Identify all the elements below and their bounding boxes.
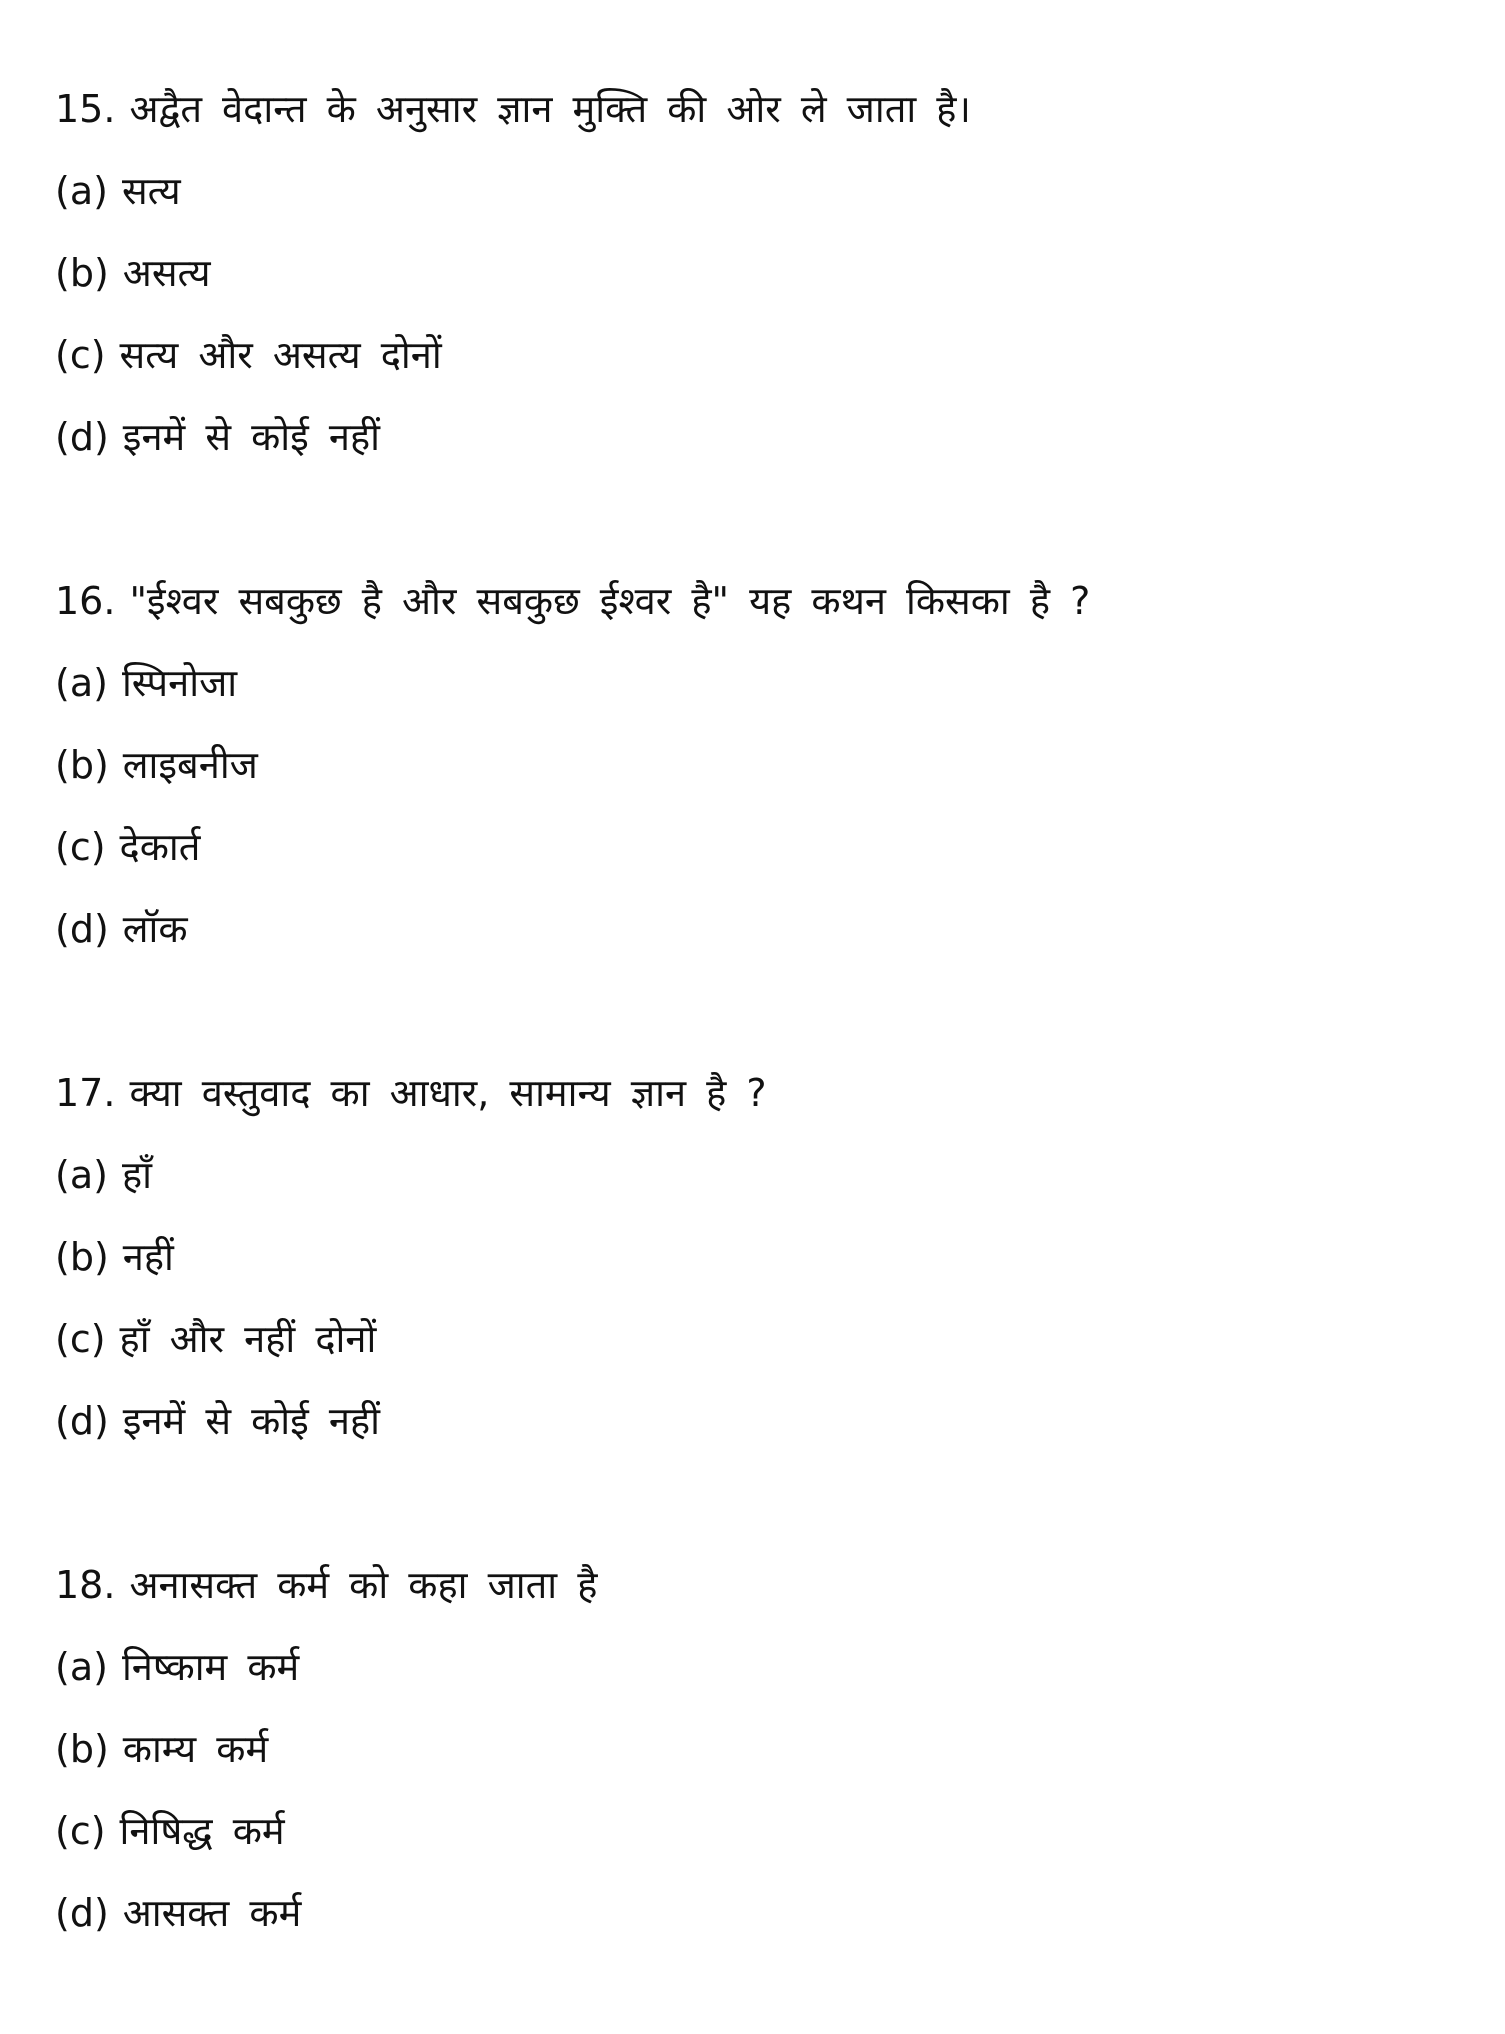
option-b	[55, 1708, 1455, 1790]
question-text: "ईश्वर सबकुछ है और सबकुछ ईश्वर है" यह कथन किसका है ?	[129, 579, 1091, 623]
question-text: अद्वैत वेदान्त के अनुसार ज्ञान मुक्ति की ओर ले जाता है।	[129, 87, 971, 131]
option-c	[55, 1298, 1455, 1380]
option-text: सत्य और असत्य दोनों	[119, 333, 442, 377]
option-a	[55, 642, 1455, 724]
option-label: (b)	[55, 743, 109, 787]
option-label: (b)	[55, 251, 109, 295]
option-label: (c)	[55, 825, 106, 869]
option-label: (b)	[55, 1235, 109, 1279]
option-label: (d)	[55, 415, 109, 459]
option-label: (a)	[55, 1645, 108, 1689]
option-b	[55, 724, 1455, 806]
option-label: (a)	[55, 661, 108, 705]
option-a	[55, 150, 1455, 232]
option-c	[55, 806, 1455, 888]
option-d	[55, 888, 1455, 970]
option-text: असत्य	[122, 251, 211, 295]
option-text: इनमें से कोई नहीं	[122, 415, 380, 459]
option-label: (d)	[55, 1891, 109, 1935]
option-text: निष्काम कर्म	[121, 1645, 300, 1689]
question-text: क्या वस्तुवाद का आधार, सामान्य ज्ञान है ?	[129, 1071, 767, 1115]
option-d	[55, 1380, 1455, 1462]
question-text: अनासक्त कर्म को कहा जाता है	[129, 1563, 598, 1607]
option-d	[55, 396, 1455, 478]
option-a	[55, 1626, 1455, 1708]
question-number: 15.	[55, 87, 116, 131]
option-text: लॉक	[122, 907, 188, 951]
option-c	[55, 1790, 1455, 1872]
option-label: (b)	[55, 1727, 109, 1771]
question-number: 16.	[55, 579, 116, 623]
option-text: लाइबनीज	[122, 743, 258, 787]
option-text: स्पिनोजा	[121, 661, 238, 705]
question-stem	[55, 1052, 1455, 1134]
option-label: (c)	[55, 1809, 106, 1853]
option-label: (c)	[55, 333, 106, 377]
question-number: 17.	[55, 1071, 116, 1115]
option-d	[55, 1872, 1455, 1954]
option-label: (a)	[55, 1153, 108, 1197]
option-text: इनमें से कोई नहीं	[122, 1399, 380, 1443]
option-text: हाँ	[121, 1153, 152, 1197]
option-text: निषिद्ध कर्म	[119, 1809, 285, 1853]
option-label: (d)	[55, 1399, 109, 1443]
option-text: आसक्त कर्म	[122, 1891, 302, 1935]
option-text: नहीं	[122, 1235, 174, 1279]
option-label: (a)	[55, 169, 108, 213]
option-label: (d)	[55, 907, 109, 951]
option-text: हाँ और नहीं दोनों	[119, 1317, 377, 1361]
question-number: 18.	[55, 1563, 116, 1607]
option-a	[55, 1134, 1455, 1216]
option-text: काम्य कर्म	[122, 1727, 269, 1771]
question-18	[55, 1544, 1455, 1954]
question-15	[55, 68, 1455, 478]
question-stem	[55, 560, 1455, 642]
option-b	[55, 232, 1455, 314]
option-text: देकार्त	[119, 825, 201, 869]
question-17	[55, 1052, 1455, 1462]
option-label: (c)	[55, 1317, 106, 1361]
option-b	[55, 1216, 1455, 1298]
question-stem	[55, 1544, 1455, 1626]
option-text: सत्य	[121, 169, 181, 213]
option-c	[55, 314, 1455, 396]
question-16	[55, 560, 1455, 970]
question-stem	[55, 68, 1455, 150]
